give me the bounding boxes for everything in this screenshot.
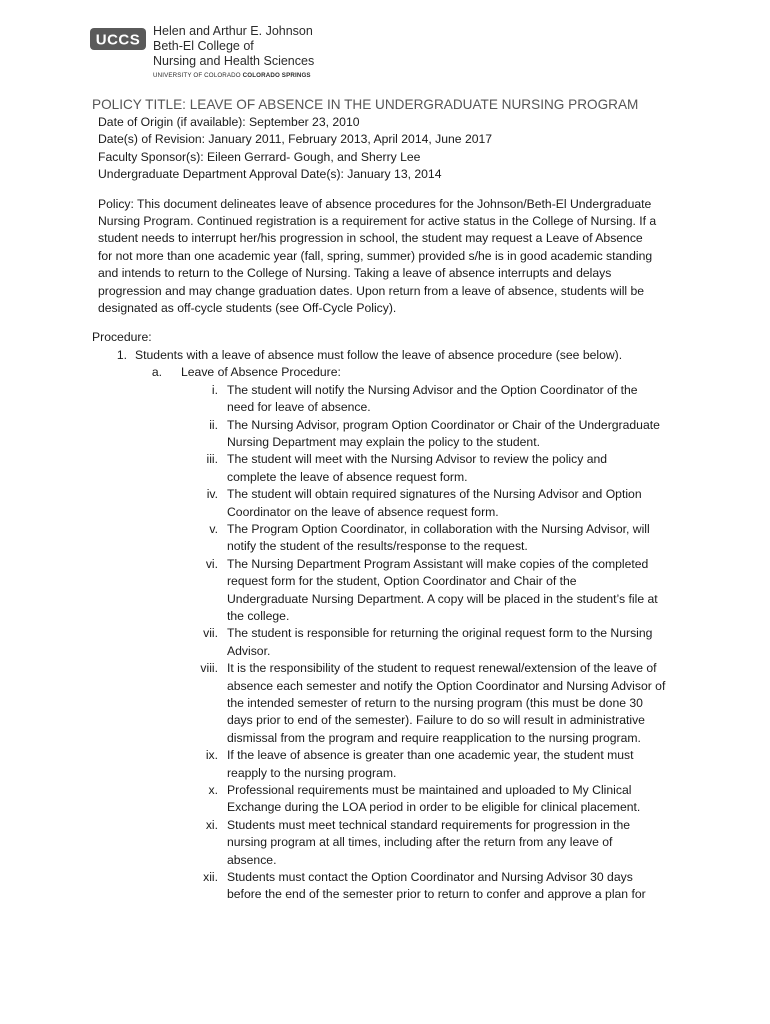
step-number: ix. [205,748,218,763]
policy-line: Nursing Program. Continued registration is a requirement for active status in the College of Nursing. If a [98,214,657,229]
list-text: Leave of Absence Procedure: [181,365,341,380]
policy-line: progression and may change graduation dates. Upon return from a leave of absence, students will be [98,283,645,298]
policy-metadata [98,114,692,184]
step-text: absence each semester and notify the Option Coordinator and Nursing Advisor of [227,678,666,693]
step-text: Students must meet technical standard requirements for progression in the [227,817,631,832]
step-text: The Nursing Advisor, program Option Coordinator or Chair of the Undergraduate [227,417,660,432]
procedure-step-line [92,695,692,712]
step-text: the intended semester of return to the nursing program (this must be done 30 [227,696,643,710]
procedure-list [92,347,692,904]
step-text: days prior to end of the semester). Failure to do so will result in administrative [227,713,645,728]
step-text: The Nursing Department Program Assistant will make copies of the completed [227,556,649,571]
procedure-steps [92,382,692,904]
step-text: The student will meet with the Nursing Advisor to review the policy and [227,452,608,467]
procedure-step-line [92,643,692,660]
step-text: Exchange during the LOA period in order to be eligible for clinical placement. [227,800,641,815]
university-name [153,71,413,80]
procedure-step-line [92,678,692,695]
procedure-step-line [92,382,692,399]
step-number: vi. [205,556,218,571]
step-text: the college. [227,608,290,623]
procedure-step-line [92,817,692,834]
procedure-step-line [92,869,692,886]
org-line-3: Nursing and Health Sciences [153,54,315,68]
step-text: Students must contact the Option Coordinator and Nursing Advisor 30 days [227,870,633,885]
procedure-step-line [92,660,692,677]
list-number: 1. [116,347,127,362]
uccs-logo-mark [90,28,146,50]
faculty-sponsors: Faculty Sponsor(s): Eileen Gerrard- Gough, and Sherry Lee [98,149,421,164]
policy-line: designated as off-cycle students (see Off-Cycle Policy). [98,301,397,316]
step-text: request form for the student, Option Coordinator and Chair of the [227,574,577,589]
list-text: Students with a leave of absence must follow the leave of absence procedure (see below). [135,347,623,362]
step-text: dismissal from the program and require reapplication to the nursing program. [227,730,641,745]
step-text: Advisor. [227,643,271,658]
step-text: complete the leave of absence request form. [227,469,468,484]
step-text: nursing program at all times, including after the return from any leave of [227,835,613,850]
policy-line: student needs to interrupt her/his progression in school, the student may request a Leave of Absence [98,231,643,246]
policy-title: POLICY TITLE: LEAVE OF ABSENCE IN THE UNDERGRADUATE NURSING PROGRAM [92,97,639,112]
college-name [153,24,413,80]
procedure-step-line [92,799,692,816]
org-line-1: Helen and Arthur E. Johnson [153,24,313,38]
document-body [92,96,692,904]
step-number: i. [211,382,218,397]
list-number: a. [151,365,162,380]
procedure-step-line [92,504,692,521]
step-number: vii. [203,626,218,641]
step-number: xi. [205,817,218,832]
procedure-step-line [92,834,692,851]
step-number: viii. [200,661,218,676]
procedure-step-line [92,625,692,642]
step-text: Nursing Department may explain the policy to the student. [227,434,540,449]
procedure-step-line [92,417,692,434]
procedure-step-line [92,608,692,625]
procedure-step-line [92,765,692,782]
step-text: The Program Option Coordinator, in collaboration with the Nursing Advisor, will [227,521,650,536]
step-text: The student will obtain required signatures of the Nursing Advisor and Option [227,487,642,502]
approval-date: Undergraduate Department Approval Date(s): January 13, 2014 [98,167,442,182]
step-text: absence. [227,852,277,867]
procedure-step-line [92,538,692,555]
step-text: If the leave of absence is greater than one academic year, the student must [227,748,634,763]
procedure-step-line [92,573,692,590]
procedure-step-line [92,434,692,451]
procedure-step-line [92,399,692,416]
procedure-step-line [92,712,692,729]
step-text: notify the student of the results/response to the request. [227,539,528,554]
list-item [92,364,692,381]
step-number: ii. [209,417,218,432]
procedure-step-line [92,886,692,903]
policy-line: Policy: This document delineates leave of absence procedures for the Johnson/Beth-El Undergraduate [98,196,652,211]
procedure-step-line [92,591,692,608]
procedure-step-line [92,486,692,503]
step-text: The student will notify the Nursing Advisor and the Option Coordinator of the [227,382,638,397]
step-number: v. [209,521,218,536]
procedure-step-line [92,521,692,538]
step-text: The student is responsible for returning the original request form to the Nursing [227,626,653,641]
step-text: Undergraduate Nursing Department. A copy will be placed in the student’s file at [227,591,658,606]
step-text: need for leave of absence. [227,400,371,415]
step-text: before the end of the semester prior to return to confer and approve a plan for [227,887,646,902]
policy-line: for not more than one academic year (fall, spring, summer) provided s/he is in good academic standing [98,248,653,263]
step-text: Coordinator on the leave of absence request form. [227,504,499,519]
step-text: reapply to the nursing program. [227,765,397,780]
procedure-step-line [92,451,692,468]
policy-statement [98,196,688,318]
step-number: xii. [203,870,218,885]
step-text: It is the responsibility of the student to request renewal/extension of the leave of [227,661,657,676]
list-item [92,347,692,364]
org-line-2: Beth-El College of [153,39,254,53]
date-of-origin: Date of Origin (if available): September 23, 2010 [98,115,360,129]
procedure-step-line [92,469,692,486]
procedure-heading: Procedure: [92,330,152,345]
procedure-step-line [92,730,692,747]
policy-line: and intends to return to the College of Nursing. Taking a leave of absence interrupts and delays [98,266,612,281]
university-campus: COLORADO SPRINGS [242,72,311,79]
procedure-step-line [92,747,692,764]
step-text: Professional requirements must be maintained and uploaded to My Clinical [227,783,632,798]
logo-mark-text: UCCS [95,31,141,49]
revision-dates: Date(s) of Revision: January 2011, February 2013, April 2014, June 2017 [98,132,493,147]
step-number: iv. [206,487,218,502]
university-prefix: UNIVERSITY OF COLORADO [153,72,241,79]
procedure-step-line [92,556,692,573]
procedure-step-line [92,782,692,799]
step-number: x. [208,783,218,798]
procedure-step-line [92,852,692,869]
step-number: iii. [206,452,218,467]
